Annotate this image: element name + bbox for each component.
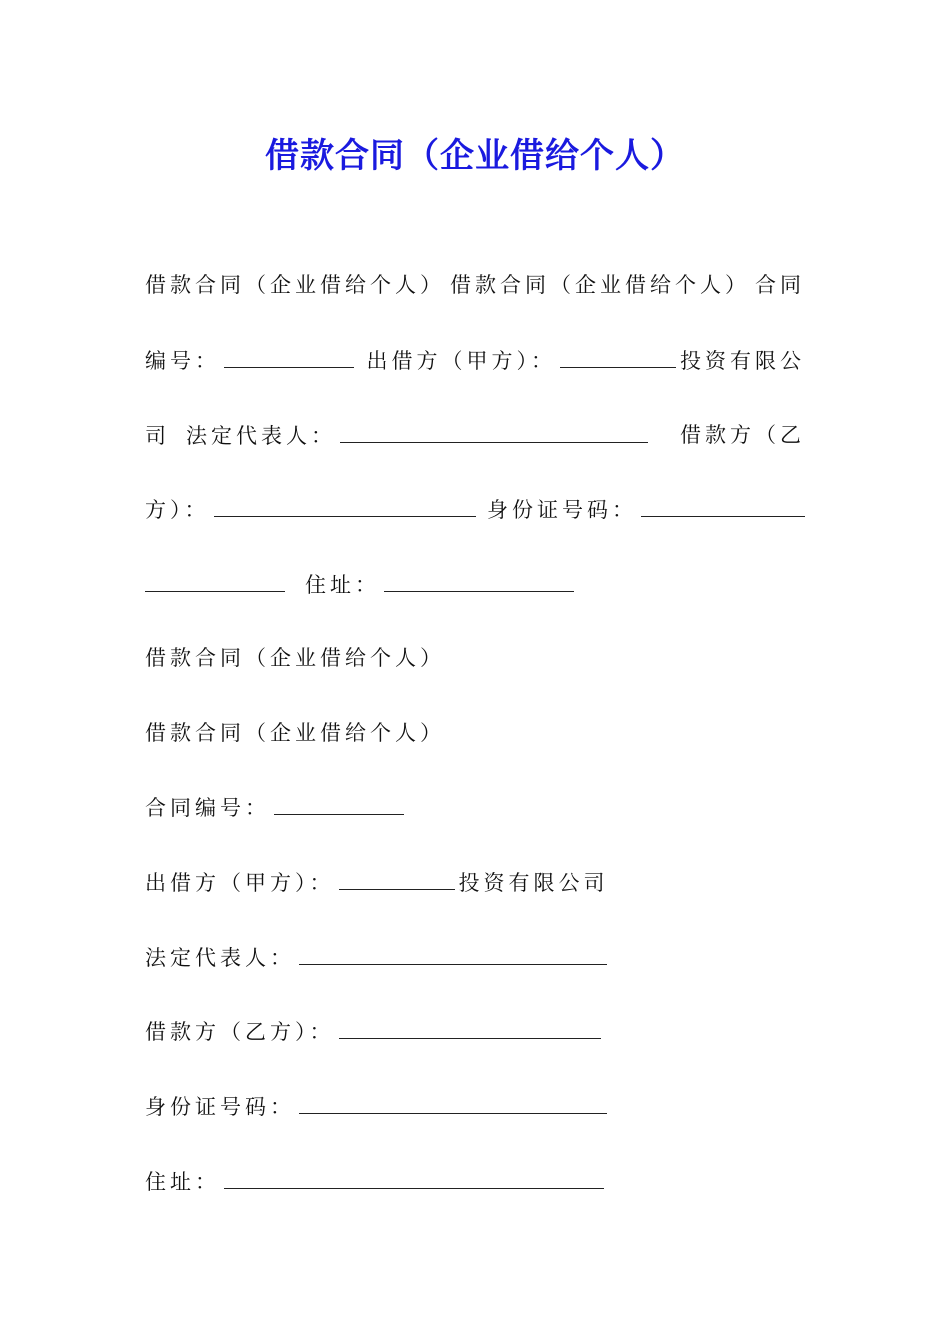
legal-rep-field[interactable] [299,942,607,965]
intro-line-3 [145,420,805,451]
id-number-blank-cont[interactable] [145,569,285,592]
lender-name-blank[interactable] [560,345,676,368]
intro-text: 合同 [755,273,805,297]
legal-rep-label: 法定代表人： [186,424,336,448]
legal-rep-row [145,942,611,973]
borrower-name-field[interactable] [339,1016,601,1039]
legal-rep-blank[interactable] [340,420,648,443]
address-field[interactable] [224,1166,604,1189]
borrower-row [145,1016,605,1047]
lender-row [145,867,609,898]
address-blank[interactable] [384,569,574,592]
id-number-field[interactable] [299,1091,607,1114]
address-row [145,1166,608,1197]
body-heading-2: 借款合同（企业借给个人） [145,721,445,745]
intro-line-2 [145,345,805,376]
intro-line-5 [145,569,578,600]
contract-number-field[interactable] [274,792,404,815]
id-number-label: 身份证号码： [145,1095,295,1119]
contract-number-blank[interactable] [224,345,354,368]
body-heading-1: 借款合同（企业借给个人） [145,646,445,670]
borrower-label-end: 方）： [145,498,210,522]
id-number-label: 身份证号码： [487,498,637,522]
legal-rep-label: 法定代表人： [145,946,295,970]
borrower-label: 借款方（乙方）： [145,1020,335,1044]
intro-text: 借款合同（企业借给个人） [145,273,445,297]
contract-number-label: 合同编号： [145,796,270,820]
borrower-label: 借款方（乙 [680,423,805,447]
lender-name-field[interactable] [339,867,455,890]
contract-number-label: 编号： [145,349,220,373]
lender-suffix: 投资有限公司 [458,871,609,895]
id-number-row [145,1091,611,1122]
intro-line-4 [145,494,805,525]
contract-number-row [145,792,408,823]
lender-suffix-end: 司 [145,424,170,448]
id-number-blank[interactable] [641,494,805,517]
intro-line-1 [145,270,805,300]
intro-text: 借款合同（企业借给个人） [450,273,750,297]
lender-suffix: 投资有限公 [680,349,805,373]
address-label: 住址： [305,573,380,597]
lender-label: 出借方（甲方）： [145,871,335,895]
lender-label: 出借方（甲方）： [366,349,556,373]
document-title: 借款合同（企业借给个人） [265,136,685,176]
address-label: 住址： [145,1170,220,1194]
borrower-name-blank[interactable] [214,494,476,517]
